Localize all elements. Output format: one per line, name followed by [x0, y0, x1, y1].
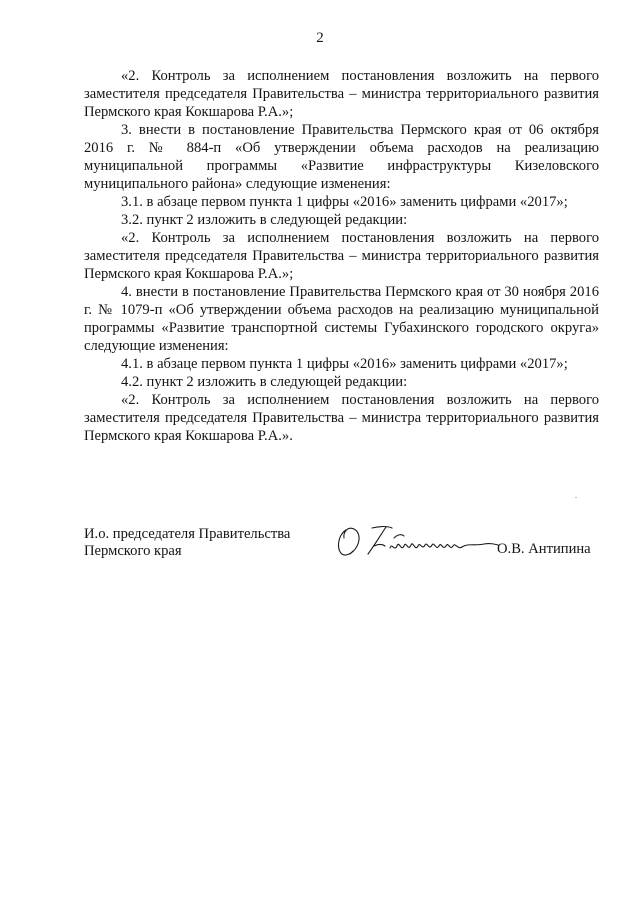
- signatory-title: [84, 526, 290, 560]
- signatory-name: О.В. Антипина: [497, 541, 591, 557]
- scan-mark: [575, 497, 577, 498]
- page-number: 2: [316, 30, 324, 46]
- paragraph: «2. Контроль за исполнением постановления возложить на первого заместителя председателя Правительства – министра территориального развития Пермского края Кокшарова Р.А.»;: [84, 68, 599, 120]
- paragraph: «2. Контроль за исполнением постановления возложить на первого заместителя председателя Правительства – министра территориального развития Пермского края Кокшарова Р.А.».: [84, 392, 599, 444]
- handwritten-signature: [334, 522, 504, 562]
- document-body: [84, 67, 599, 445]
- paragraph: «2. Контроль за исполнением постановления возложить на первого заместителя председателя Правительства – министра территориального развития Пермского края Кокшарова Р.А.»;: [84, 230, 599, 282]
- paragraph: 3.1. в абзаце первом пункта 1 цифры «2016» заменить цифрами «2017»;: [121, 194, 568, 210]
- paragraph: 3.2. пункт 2 изложить в следующей редакции:: [121, 212, 408, 228]
- paragraph: 4. внести в постановление Правительства Пермского края от 30 ноября 2016 г. № 1079-п «Об утверждении объема расходов на реализацию муниципальной программы «Развитие транспортной системы Губахинского городского округа» следующие изменения:: [84, 284, 599, 354]
- paragraph: 3. внести в постановление Правительства Пермского края от 06 октября 2016 г. № 884-п «Об утверждении объема расходов на реализацию муниципальной программы «Развитие инфраструктуры Кизеловского муниципального района» следующие изменения:: [84, 122, 599, 192]
- signatory-title-line: И.о. председателя Правительства: [84, 526, 291, 542]
- paragraph: 4.2. пункт 2 изложить в следующей редакции:: [121, 374, 408, 390]
- paragraph: 4.1. в абзаце первом пункта 1 цифры «2016» заменить цифрами «2017»;: [121, 356, 568, 372]
- signatory-title-line: Пермского края: [84, 543, 182, 559]
